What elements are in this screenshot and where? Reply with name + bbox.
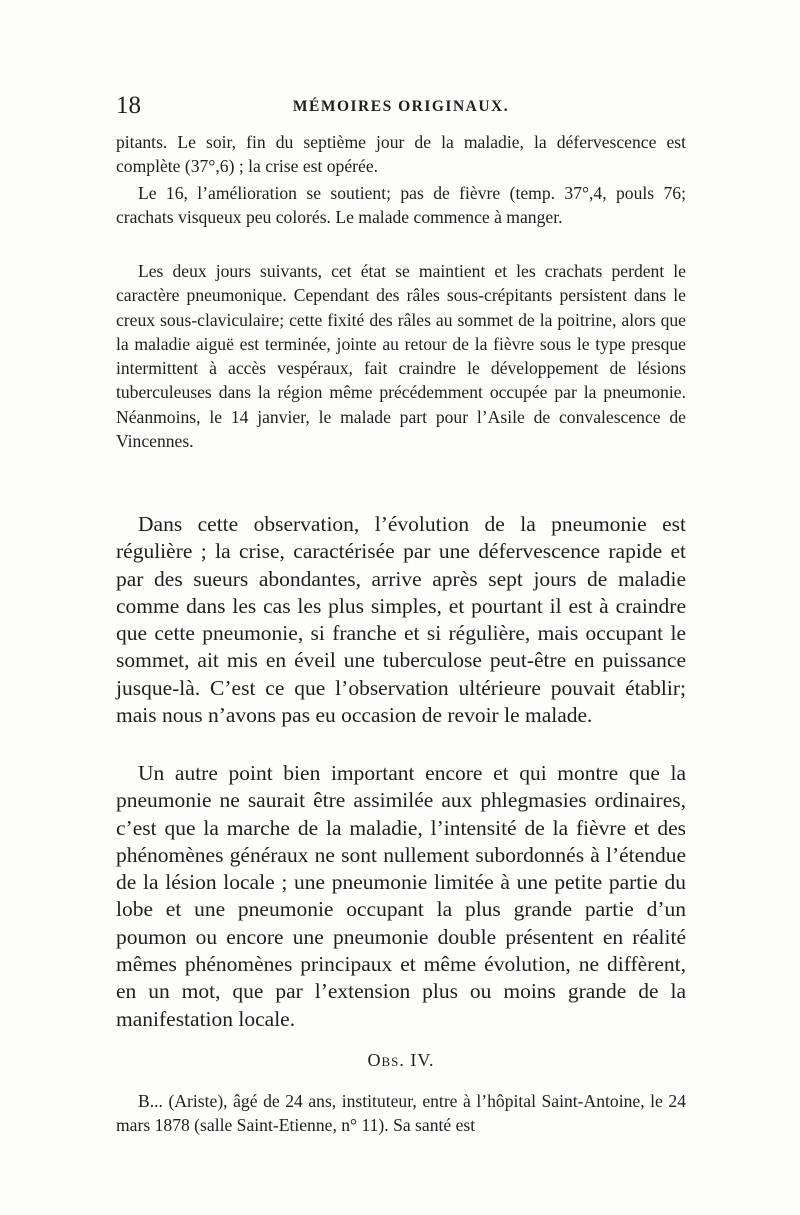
paragraph-fever-resolution: pitants. Le soir, fin du septième jour de la maladie, la défervescence est complète (37°,6) ; la crise est opérée.: [116, 132, 686, 177]
paragraph-day-16: Le 16, l’amélioration se soutient; pas de fièvre (temp. 37°,4, pouls 76; crachats visqueux peu colorés. Le malade commence à manger.: [116, 183, 686, 228]
paragraph-another-point: Un autre point bien important encore et qui montre que la pneumonie ne saurait être assimilée aux phlegmasies ordinaires, c’est que la marche de la maladie, l’intensité de la fièvre et des phénomènes généraux ne sont nullement subordonnés à l’étendue de la lésion locale ; une pneumonie limitée à une petite partie du lobe et une pneumonie occupant la plus grande partie d’un poumon ou encore une pneumonie double présentent en réalité mêmes phénomènes principaux et même évolution, ne diffèrent, en un mot, que par l’extension plus ou moins grande de la manifestation locale.: [116, 761, 686, 1031]
paragraph-observation-commentary: Dans cette observation, l’évolution de la pneumonie est régulière ; la crise, caractérisée par une défervescence rapide et par des sueurs abondantes, arrive après sept jours de maladie comme dans les cas les plus simples, et pourtant il est à craindre que cette pneumonie, si franche et si régulière, mais occupant le sommet, ait mis en éveil une tuberculose peut-être en puissance jusque-là. C’est ce que l’observation ultérieure pouvait établir; mais nous n’avons pas eu occasion de revoir le malade.: [116, 512, 686, 728]
observation-title: [116, 1048, 686, 1072]
running-head: MÉMOIRES ORIGINAUX.: [292, 98, 510, 115]
observation-title-text: Obs. IV.: [367, 1050, 435, 1070]
paragraph-following-days: Les deux jours suivants, cet état se maintient et les crachats perdent le caractère pneumonique. Cependant des râles sous-crépitants persistent dans le creux sous-claviculaire; cette fixité des râles au sommet de la poitrine, alors que la maladie aiguë est terminée, jointe au retour de la fièvre sous le type presque intermittent à accès vespéraux, fait craindre le développement de lésions tuberculeuses dans la région même précédemment occupée par la pneumonie. Néanmoins, le 14 janvier, le malade part pour l’Asile de convalescence de Vincennes.: [116, 261, 686, 452]
page-header: [116, 92, 686, 120]
paragraph-patient-intro: B... (Ariste), âgé de 24 ans, instituteur, entre à l’hôpital Saint-Antoine, le 24 mars 1878 (salle Saint-Etienne, n° 11). Sa santé est: [116, 1091, 686, 1136]
page-number: 18: [116, 92, 141, 119]
